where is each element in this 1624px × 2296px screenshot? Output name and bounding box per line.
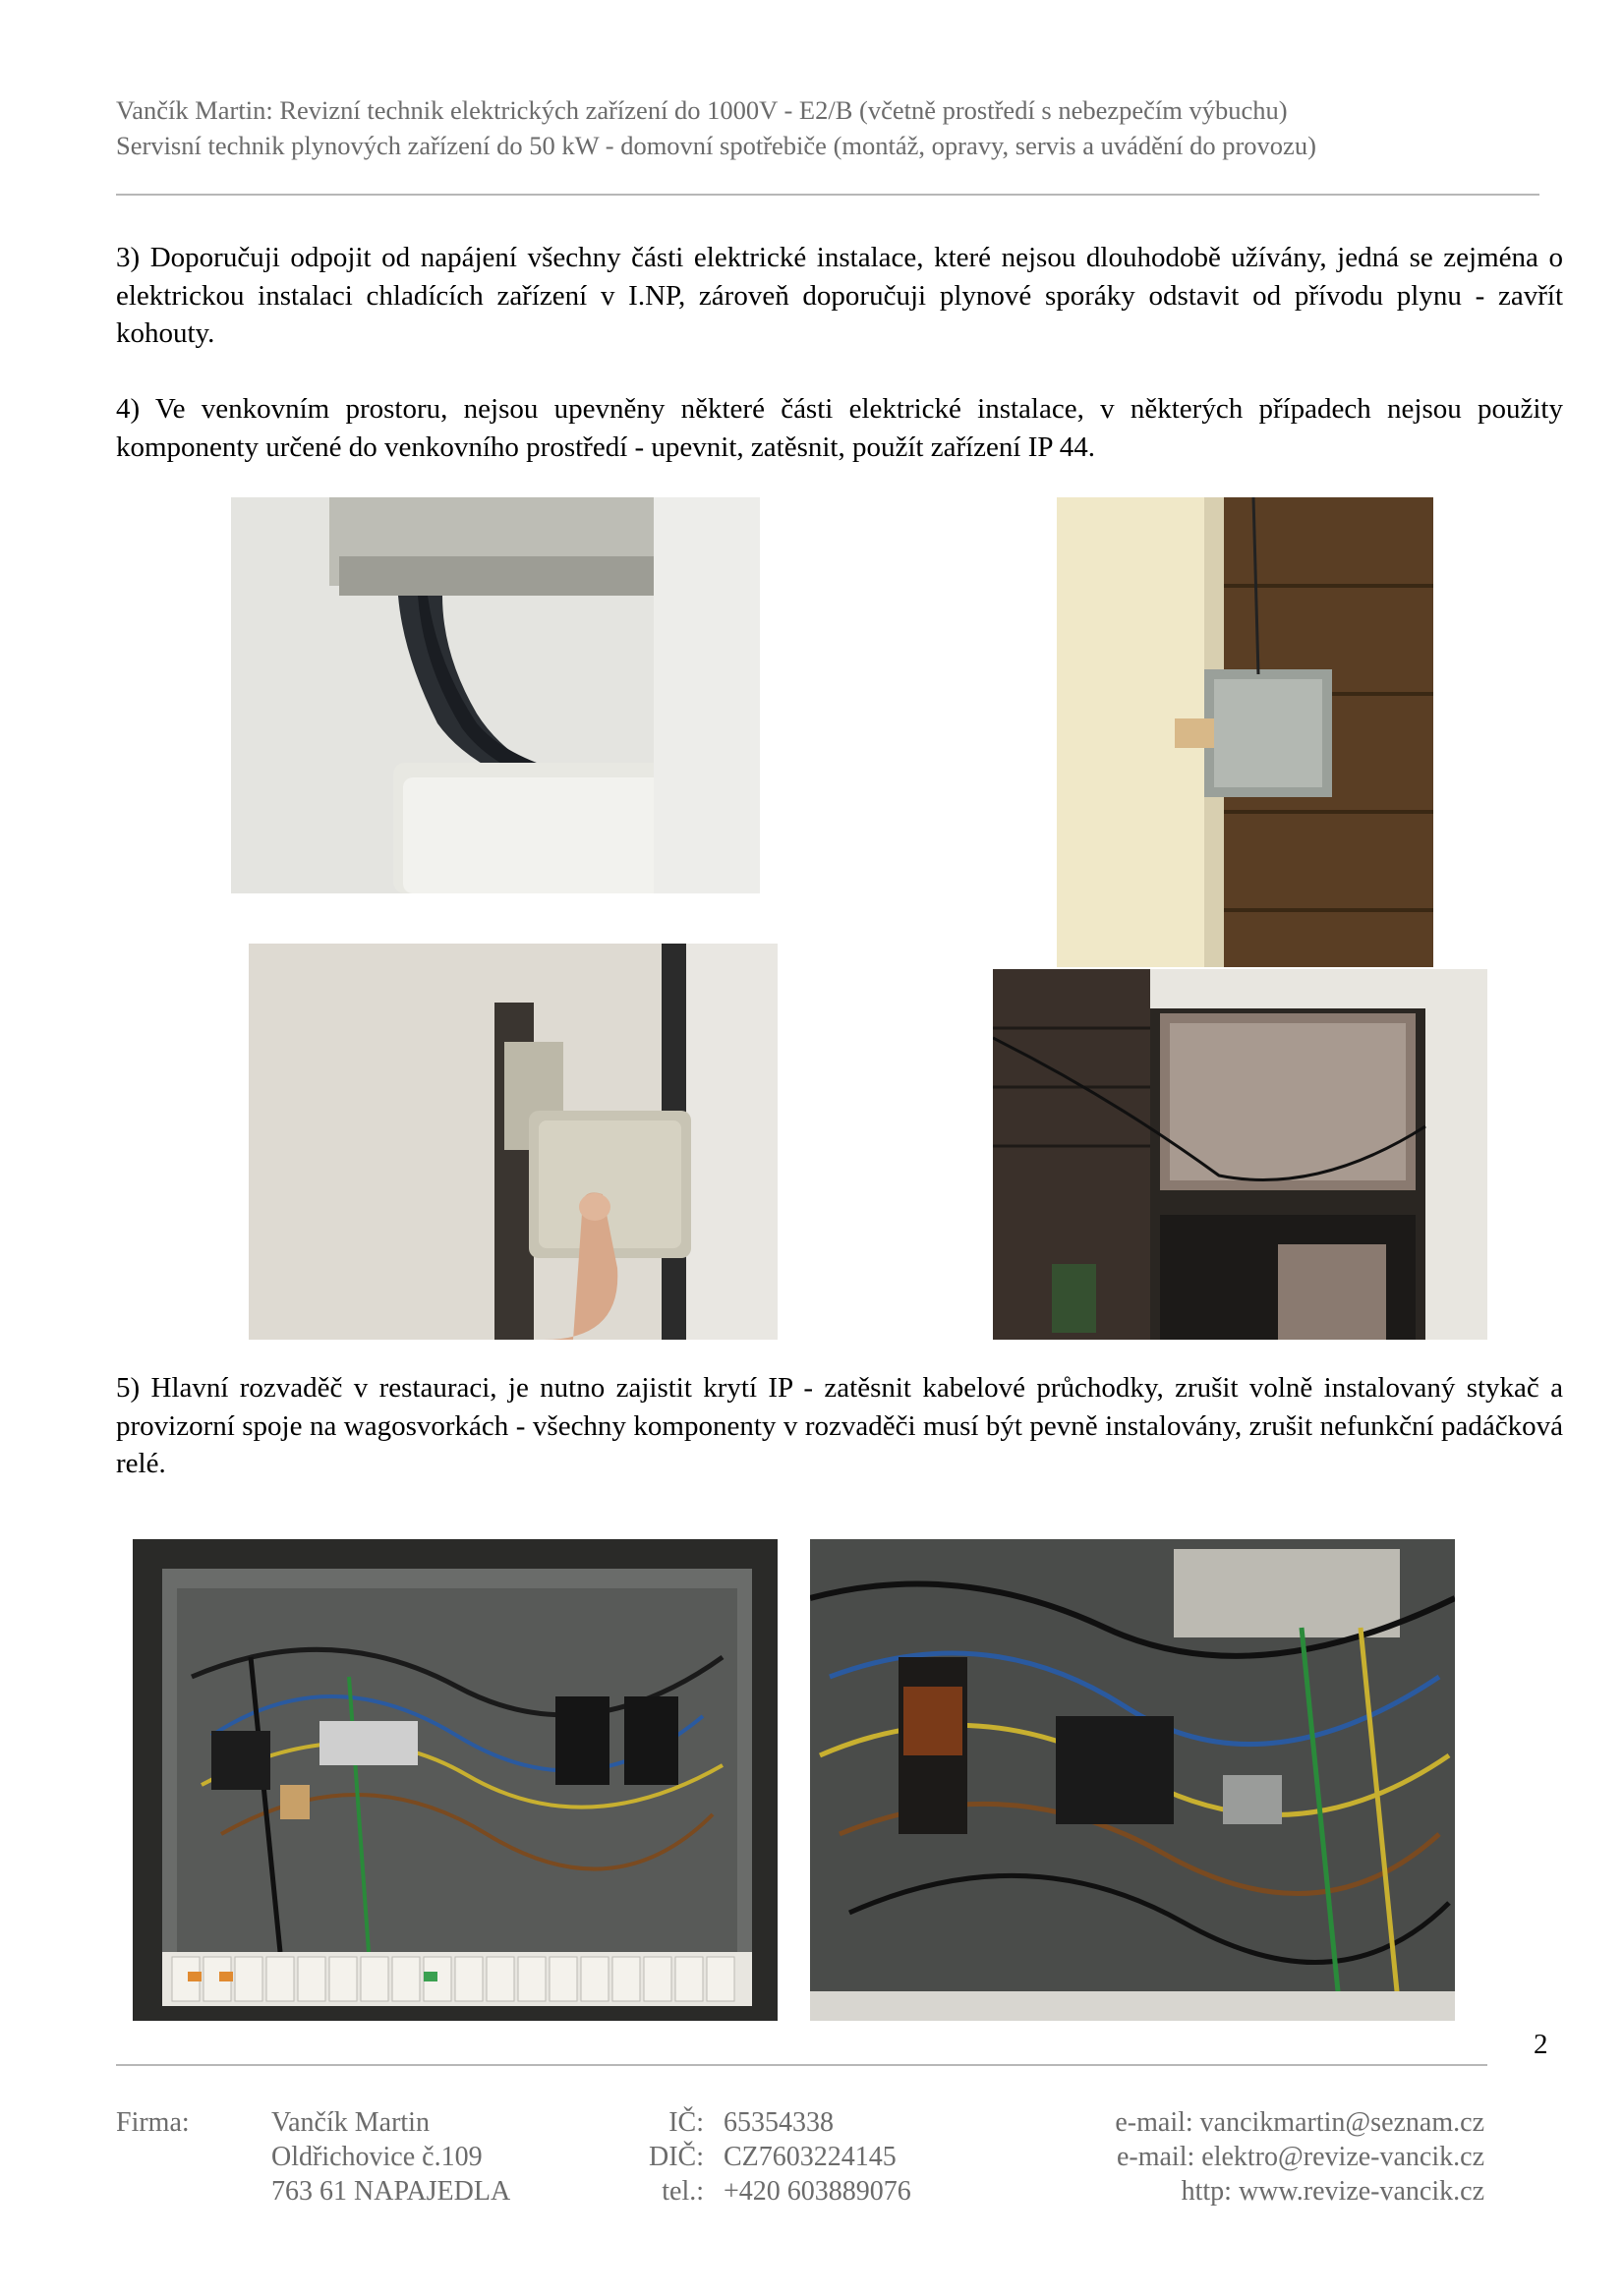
photo-outdoor-cable-boxes bbox=[231, 497, 760, 893]
footer-label bbox=[116, 2105, 190, 2140]
footer-website[interactable]: http: www.revize-vancik.cz bbox=[1181, 2176, 1484, 2207]
footer-ic-label: IČ: bbox=[668, 2107, 704, 2138]
footer-firma-label: Firma: bbox=[116, 2107, 190, 2138]
footer-id-values bbox=[724, 2105, 911, 2209]
footer-company-name: Vančík Martin bbox=[271, 2107, 430, 2138]
photo-distribution-board-detail bbox=[810, 1539, 1455, 2021]
header-divider bbox=[116, 194, 1539, 196]
photo-veranda-cable bbox=[993, 969, 1487, 1340]
header-line-2: Servisní technik plynových zařízení do 50 kW - domovní spotřebiče (montáž, opravy, servis a uvádění do provozu) bbox=[116, 131, 1316, 160]
footer-tel-value: +420 603889076 bbox=[724, 2176, 911, 2207]
footer-company bbox=[271, 2105, 510, 2209]
paragraph-5: 5) Hlavní rozvaděč v restauraci, je nutno zajistit krytí IP - zatěsnit kabelové průchodky, zrušit volně instalovaný stykač a provizorní spoje na wagosvorkách - všechny komponenty v rozvaděči musí být pevně instalovány, zrušit nefunkční padáčková relé. bbox=[116, 1372, 1563, 1479]
footer-tel-label: tel.: bbox=[662, 2176, 704, 2207]
footer-email-2[interactable]: e-mail: elektro@revize-vancik.cz bbox=[1116, 2142, 1484, 2172]
footer-dic-value: CZ7603224145 bbox=[724, 2142, 897, 2172]
footer-address-1: Oldřichovice č.109 bbox=[271, 2142, 483, 2172]
photo-distribution-board-overview bbox=[133, 1539, 778, 2021]
footer-ic-value: 65354338 bbox=[724, 2107, 834, 2138]
photo-loose-box-finger bbox=[249, 944, 778, 1340]
page-number: 2 bbox=[1534, 2029, 1548, 2060]
footer-email-1[interactable]: e-mail: vancikmartin@seznam.cz bbox=[1115, 2107, 1484, 2138]
header-line-1: Vančík Martin: Revizní technik elektrických zařízení do 1000V - E2/B (včetně prostředí s nebezpečím výbuchu) bbox=[116, 95, 1288, 125]
photo-junction-box-wood bbox=[1057, 497, 1433, 967]
footer-contact bbox=[1042, 2105, 1484, 2209]
footer-id-labels bbox=[629, 2105, 704, 2209]
footer-divider bbox=[116, 2064, 1487, 2066]
footer-address-2: 763 61 NAPAJEDLA bbox=[271, 2176, 511, 2207]
footer-dic-label: DIČ: bbox=[649, 2142, 704, 2172]
page-header bbox=[116, 92, 1563, 163]
paragraph-4: 4) Ve venkovním prostoru, nejsou upevněny některé části elektrické instalace, v některých případech nejsou použity komponenty určené do venkovního prostředí - upevnit, zatěsnit, použít zařízení IP 44. bbox=[116, 393, 1563, 463]
paragraph-3: 3) Doporučuji odpojit od napájení všechny části elektrické instalace, které nejsou dlouhodobě užívány, jedná se zejména o elektrickou instalaci chladících zařízení v I.NP, zároveň doporučuji plynové sporáky odstavit od přívodu plynu - zavřít kohouty. bbox=[116, 242, 1563, 349]
